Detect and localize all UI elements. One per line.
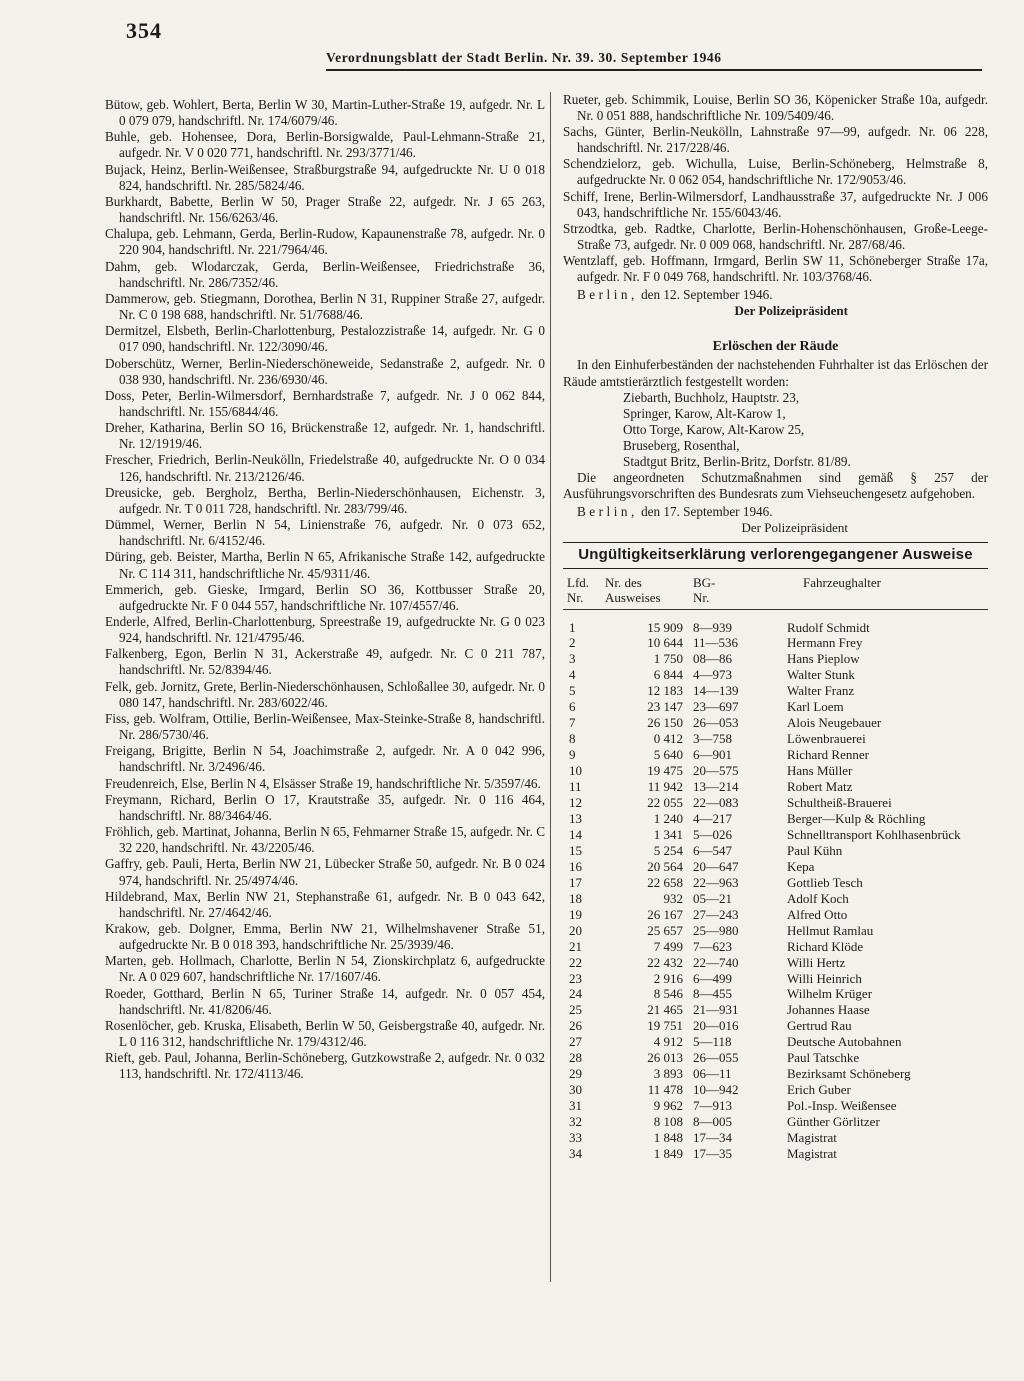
- cell-fahrzeughalter: Gottlieb Tesch: [787, 874, 863, 890]
- cell-lfd: 30: [569, 1082, 582, 1098]
- list-item: Emmerich, geb. Gieske, Irmgard, Berlin SO 36, Kottbusser Straße 20, aufgedruckte Nr. F 0 044 557, handschriftliche Nr. 107/4557/46.: [105, 581, 545, 613]
- cell-bg-nr: 10—942: [693, 1082, 739, 1098]
- cell-bg-nr: 7—913: [693, 1098, 732, 1114]
- list-item: Rosenlöcher, geb. Kruska, Elisabeth, Berlin W 50, Geisbergstraße 40, aufgedr. Nr. L 0 116 312, handschriftliche Nr. 179/4312/46.: [105, 1017, 545, 1050]
- cell-ausweis-nr: 2 916: [653, 970, 683, 986]
- cell-ausweis-nr: 1 750: [653, 651, 683, 667]
- cell-fahrzeughalter: Pol.-Insp. Weißensee: [787, 1098, 897, 1114]
- cell-lfd: 5: [569, 683, 576, 699]
- table-header-row: [563, 573, 988, 610]
- cell-fahrzeughalter: Erich Guber: [787, 1082, 851, 1098]
- cell-fahrzeughalter: Hermann Frey: [787, 635, 863, 651]
- list-item: Doss, Peter, Berlin-Wilmersdorf, Bernhardstraße 7, aufgedr. Nr. J 0 062 844, handschriftl. Nr. 155/6844/46.: [105, 387, 545, 419]
- cell-ausweis-nr: 10 644: [647, 635, 683, 651]
- cell-lfd: 16: [569, 858, 582, 874]
- cell-fahrzeughalter: Rudolf Schmidt: [787, 619, 870, 635]
- cell-lfd: 27: [569, 1034, 582, 1050]
- cell-bg-nr: 20—647: [693, 858, 739, 874]
- left-column-entries: [105, 97, 545, 1083]
- table-row: [563, 699, 988, 715]
- cell-fahrzeughalter: Richard Renner: [787, 747, 869, 763]
- raeude-address-list: [563, 390, 988, 470]
- address-item: Stadtgut Britz, Berlin-Britz, Dorfstr. 81/89.: [623, 453, 851, 469]
- table-row: [563, 827, 988, 843]
- cell-lfd: 20: [569, 922, 582, 938]
- list-item: Doberschütz, Werner, Berlin-Niederschöneweide, Sedanstraße 2, aufgedr. Nr. 0 038 930, handschriftl. Nr. 236/6930/46.: [105, 355, 545, 387]
- table-row: [563, 811, 988, 827]
- list-item: Hildebrand, Max, Berlin NW 21, Stephanstraße 61, aufgedr. Nr. B 0 043 642, handschriftl. Nr. 27/4642/46.: [105, 888, 545, 920]
- cell-ausweis-nr: 26 167: [647, 906, 683, 922]
- cell-ausweis-nr: 21 465: [647, 1002, 683, 1018]
- cell-ausweis-nr: 26 013: [647, 1050, 683, 1066]
- cell-fahrzeughalter: Schnelltransport Kohlhasenbrück: [787, 826, 961, 842]
- cell-lfd: 14: [569, 826, 582, 842]
- list-item: Freigang, Brigitte, Berlin N 54, Joachimstraße 2, aufgedr. Nr. A 0 042 996, handschriftl. Nr. 3/2496/46.: [105, 743, 545, 775]
- cell-bg-nr: 14—139: [693, 683, 739, 699]
- table-row: [563, 763, 988, 779]
- header-text: Lfd.: [567, 574, 590, 590]
- table-row: [563, 891, 988, 907]
- cell-bg-nr: 20—016: [693, 1018, 739, 1034]
- list-item: Roeder, Gotthard, Berlin N 65, Turiner Straße 14, aufgedr. Nr. 0 057 454, handschriftl. Nr. 41/8206/46.: [105, 985, 545, 1017]
- table-row: [563, 875, 988, 891]
- cell-ausweis-nr: 3 893: [653, 1066, 683, 1082]
- running-head: Verordnungsblatt der Stadt Berlin. Nr. 39. 30. September 1946: [326, 50, 982, 71]
- cell-fahrzeughalter: Wilhelm Krüger: [787, 986, 873, 1002]
- cell-fahrzeughalter: Robert Matz: [787, 779, 853, 795]
- cell-lfd: 1: [569, 619, 576, 635]
- list-item: Burkhardt, Babette, Berlin W 50, Prager Straße 22, aufgedr. Nr. J 65 263, handschriftl. Nr. 156/6263/46.: [105, 193, 545, 226]
- cell-ausweis-nr: 8 546: [653, 986, 683, 1002]
- cell-lfd: 32: [569, 1114, 582, 1130]
- list-item: Fröhlich, geb. Martinat, Johanna, Berlin N 65, Fehmarner Straße 15, aufgedr. Nr. C 32 220, handschriftl. Nr. 43/2205/46.: [105, 824, 545, 856]
- cell-bg-nr: 8—455: [693, 986, 732, 1002]
- dateline-place: Berlin,: [577, 287, 638, 303]
- cell-fahrzeughalter: Alfred Otto: [787, 906, 848, 922]
- table-row: [563, 683, 988, 699]
- cell-lfd: 7: [569, 715, 576, 731]
- column-divider: [550, 92, 551, 1282]
- list-item: Buhle, geb. Hohensee, Dora, Berlin-Borsigwalde, Paul-Lehmann-Straße 21, aufgedr. Nr. V 0 020 771, handschriftl. Nr. 293/3771/46.: [105, 129, 545, 161]
- list-item: Bujack, Heinz, Berlin-Weißensee, Straßburgstraße 94, aufgedruckte Nr. U 0 018 824, handschriftl. Nr. 285/5824/46.: [105, 161, 545, 193]
- dateline-2: [563, 504, 988, 520]
- list-item: Strzodtka, geb. Radtke, Charlotte, Berlin-Hohenschönhausen, Große-Leege-Straße 73, aufgedr. Nr. 0 009 068, handschriftl. Nr. 287/68/46.: [563, 220, 988, 252]
- list-item: Gaffry, geb. Pauli, Herta, Berlin NW 21, Lübecker Straße 50, aufgedr. Nr. B 0 024 974, handschriftl. Nr. 25/4974/46.: [105, 856, 545, 888]
- list-item: Bütow, geb. Wohlert, Berta, Berlin W 30, Martin-Luther-Straße 19, aufgedr. Nr. L 0 079 079, handschriftl. Nr. 174/6079/46.: [105, 97, 545, 129]
- cell-ausweis-nr: 1 341: [653, 826, 683, 842]
- cell-bg-nr: 08—86: [693, 651, 732, 667]
- cell-fahrzeughalter: Karl Loem: [787, 699, 844, 715]
- table-row: [563, 1034, 988, 1050]
- cell-fahrzeughalter: Hans Pieplow: [787, 651, 860, 667]
- cell-bg-nr: 22—740: [693, 954, 739, 970]
- cell-lfd: 25: [569, 1002, 582, 1018]
- cell-ausweis-nr: 12 183: [647, 683, 683, 699]
- cell-bg-nr: 11—536: [693, 635, 739, 651]
- cell-fahrzeughalter: Walter Franz: [787, 683, 855, 699]
- cell-bg-nr: 4—217: [693, 810, 732, 826]
- cell-ausweis-nr: 22 432: [647, 954, 683, 970]
- cell-ausweis-nr: 0 412: [653, 731, 683, 747]
- list-item: Schiff, Irene, Berlin-Wilmersdorf, Landhausstraße 37, aufgedruckte Nr. J 006 043, handschriftliche Nr. 155/6043/46.: [563, 188, 988, 220]
- table-row: [563, 1082, 988, 1098]
- ausweise-table: [563, 573, 988, 1162]
- header-text: Nr. des: [605, 574, 642, 590]
- right-column-entries: [563, 92, 988, 285]
- cell-bg-nr: 17—35: [693, 1145, 732, 1161]
- table-row: [563, 986, 988, 1002]
- address-item: Otto Torge, Karow, Alt-Karow 25,: [623, 421, 805, 437]
- list-item: Dammerow, geb. Stiegmann, Dorothea, Berlin N 31, Ruppiner Straße 27, aufgedr. Nr. C 0 198 688, handschriftl. Nr. 51/7688/46.: [105, 290, 545, 323]
- table-row: [563, 955, 988, 971]
- cell-fahrzeughalter: Günther Görlitzer: [787, 1114, 880, 1130]
- list-item: Chalupa, geb. Lehmann, Gerda, Berlin-Rudow, Kapaunenstraße 78, aufgedr. Nr. 0 220 904, handschriftl. Nr. 221/7964/46.: [105, 226, 545, 258]
- cell-bg-nr: 25—980: [693, 922, 739, 938]
- cell-fahrzeughalter: Adolf Koch: [787, 890, 849, 906]
- table-row: [563, 715, 988, 731]
- list-item: Krakow, geb. Dolgner, Emma, Berlin NW 21, Wilhelmshavener Straße 51, aufgedruckte Nr. B 0 018 393, handschriftliche Nr. 25/3939/46.: [105, 920, 545, 953]
- cell-fahrzeughalter: Magistrat: [787, 1130, 837, 1146]
- table-row: [563, 635, 988, 651]
- cell-bg-nr: 3—758: [693, 731, 732, 747]
- cell-bg-nr: 06—11: [693, 1066, 732, 1082]
- cell-bg-nr: 13—214: [693, 779, 739, 795]
- table-row: [563, 1018, 988, 1034]
- table-row: [563, 667, 988, 683]
- cell-bg-nr: 20—575: [693, 763, 739, 779]
- table-row: [563, 1050, 988, 1066]
- table-row: [563, 1066, 988, 1082]
- cell-ausweis-nr: 4 912: [653, 1034, 683, 1050]
- list-item: Frescher, Friedrich, Berlin-Neukölln, Friedelstraße 40, aufgedruckte Nr. O 0 034 126, handschriftl. Nr. 213/2126/46.: [105, 452, 545, 484]
- dateline-place: Berlin,: [577, 504, 638, 520]
- cell-fahrzeughalter: Berger—Kulp & Röchling: [787, 810, 926, 826]
- cell-ausweis-nr: 19 475: [647, 763, 683, 779]
- cell-ausweis-nr: 11 942: [647, 779, 683, 795]
- cell-fahrzeughalter: Richard Klöde: [787, 938, 864, 954]
- cell-bg-nr: 4—973: [693, 667, 732, 683]
- table-row: [563, 779, 988, 795]
- header-text: Nr.: [693, 589, 710, 605]
- cell-bg-nr: 26—055: [693, 1050, 739, 1066]
- header-text: Nr.: [567, 589, 584, 605]
- list-item: Dümmel, Werner, Berlin N 54, Linienstraße 76, aufgedr. Nr. 0 073 652, handschriftl. Nr. 6/4152/46.: [105, 517, 545, 549]
- cell-fahrzeughalter: Deutsche Autobahnen: [787, 1034, 902, 1050]
- table-row: [563, 1146, 988, 1162]
- cell-bg-nr: 17—34: [693, 1130, 732, 1146]
- cell-ausweis-nr: 15 909: [647, 619, 683, 635]
- list-item: Rieft, geb. Paul, Johanna, Berlin-Schöneberg, Gutzkowstraße 2, aufgedr. Nr. 0 032 113, handschriftl. Nr. 172/4113/46.: [105, 1050, 545, 1082]
- cell-fahrzeughalter: Löwenbrauerei: [787, 731, 866, 747]
- table-row: [563, 731, 988, 747]
- cell-lfd: 24: [569, 986, 582, 1002]
- table-row: [563, 859, 988, 875]
- cell-bg-nr: 7—623: [693, 938, 732, 954]
- header-bg-nr: [693, 573, 763, 610]
- cell-lfd: 18: [569, 890, 582, 906]
- cell-ausweis-nr: 22 658: [647, 874, 683, 890]
- cell-lfd: 11: [569, 779, 582, 795]
- dateline-1: [563, 287, 988, 303]
- cell-lfd: 22: [569, 954, 582, 970]
- dateline-date: den 17. September 1946.: [641, 504, 773, 520]
- header-lfd: [563, 573, 605, 610]
- cell-lfd: 4: [569, 667, 576, 683]
- cell-bg-nr: 23—697: [693, 699, 739, 715]
- cell-fahrzeughalter: Gertrud Rau: [787, 1018, 852, 1034]
- cell-fahrzeughalter: Schultheiß-Brauerei: [787, 795, 892, 811]
- cell-ausweis-nr: 6 844: [653, 667, 683, 683]
- cell-fahrzeughalter: Paul Tatschke: [787, 1050, 860, 1066]
- cell-fahrzeughalter: Willi Heinrich: [787, 970, 862, 986]
- dateline-date: den 12. September 1946.: [641, 287, 773, 303]
- cell-fahrzeughalter: Willi Hertz: [787, 954, 846, 970]
- table-row: [563, 609, 988, 635]
- header-fahrzeughalter: Fahrzeughalter: [763, 573, 988, 610]
- cell-ausweis-nr: 25 657: [647, 922, 683, 938]
- table-row: [563, 843, 988, 859]
- page-number: 354: [126, 18, 162, 43]
- cell-fahrzeughalter: Hans Müller: [787, 763, 853, 779]
- cell-bg-nr: 05—21: [693, 890, 732, 906]
- header-text: BG-: [693, 574, 716, 590]
- address-item: Bruseberg, Rosenthal,: [623, 437, 740, 453]
- cell-ausweis-nr: 11 478: [647, 1082, 683, 1098]
- list-item: Dahm, geb. Wlodarczak, Gerda, Berlin-Weißensee, Friedrichstraße 36, handschriftl. Nr. 286/7352/46.: [105, 258, 545, 290]
- cell-lfd: 31: [569, 1098, 582, 1114]
- table-row: [563, 1130, 988, 1146]
- cell-lfd: 19: [569, 906, 582, 922]
- cell-bg-nr: 27—243: [693, 906, 739, 922]
- cell-bg-nr: 21—931: [693, 1002, 739, 1018]
- list-item: Düring, geb. Beister, Martha, Berlin N 65, Afrikanische Straße 142, aufgedruckte Nr. C 114 311, handschriftliche Nr. 45/9311/46.: [105, 549, 545, 581]
- list-item: Sachs, Günter, Berlin-Neukölln, Lahnstraße 97—99, aufgedr. Nr. 06 228, handschriftl. Nr. 217/228/46.: [563, 124, 988, 156]
- cell-lfd: 2: [569, 635, 576, 651]
- cell-lfd: 15: [569, 842, 582, 858]
- table-row: [563, 747, 988, 763]
- list-item: Dermitzel, Elsbeth, Berlin-Charlottenburg, Pestalozzistraße 14, aufgedr. Nr. G 0 017 090, handschriftl. Nr. 122/3090/46.: [105, 323, 545, 355]
- cell-ausweis-nr: 932: [663, 890, 683, 906]
- signature-2: Der Polizeipräsident: [741, 520, 848, 536]
- cell-ausweis-nr: 19 751: [647, 1018, 683, 1034]
- table-row: [563, 923, 988, 939]
- cell-bg-nr: 6—901: [693, 747, 732, 763]
- table-row: [563, 651, 988, 667]
- cell-lfd: 21: [569, 938, 582, 954]
- list-item: Schendzielorz, geb. Wichulla, Luise, Berlin-Schöneberg, Helmstraße 8, aufgedruckte Nr. 0 062 054, handschriftliche Nr. 172/9053/46.: [563, 156, 988, 188]
- cell-ausweis-nr: 22 055: [647, 795, 683, 811]
- cell-lfd: 12: [569, 795, 582, 811]
- cell-lfd: 3: [569, 651, 576, 667]
- cell-bg-nr: 8—005: [693, 1114, 732, 1130]
- list-item: Felk, geb. Jornitz, Grete, Berlin-Niederschönhausen, Schloßallee 30, aufgedr. Nr. 0 080 147, handschriftl. Nr. 283/6022/46.: [105, 678, 545, 710]
- right-column: [563, 92, 988, 1162]
- cell-fahrzeughalter: Hellmut Ramlau: [787, 922, 874, 938]
- cell-ausweis-nr: 1 240: [653, 810, 683, 826]
- cell-lfd: 29: [569, 1066, 582, 1082]
- raeude-measures: Die angeordneten Schutzmaßnahmen sind gemäß § 257 der Ausführungsvorschriften des Bundesrats zum Viehseuchengesetz aufgehoben.: [563, 470, 988, 502]
- cell-lfd: 23: [569, 970, 582, 986]
- address-item: Ziebarth, Buchholz, Hauptstr. 23,: [623, 389, 800, 405]
- cell-ausweis-nr: 1 849: [653, 1145, 683, 1161]
- cell-lfd: 8: [569, 731, 576, 747]
- cell-ausweis-nr: 20 564: [647, 858, 683, 874]
- cell-ausweis-nr: 7 499: [653, 938, 683, 954]
- raeude-intro: In den Einhuferbeständen der nachstehenden Fuhrhalter ist das Erlöschen der Räude amtstierärztlich festgestellt worden:: [563, 357, 988, 389]
- cell-fahrzeughalter: Walter Stunk: [787, 667, 855, 683]
- cell-bg-nr: 8—939: [693, 619, 732, 635]
- cell-fahrzeughalter: Bezirksamt Schöneberg: [787, 1066, 911, 1082]
- cell-lfd: 10: [569, 763, 582, 779]
- cell-ausweis-nr: 9 962: [653, 1098, 683, 1114]
- cell-lfd: 26: [569, 1018, 582, 1034]
- cell-fahrzeughalter: Kepa: [787, 858, 815, 874]
- cell-lfd: 34: [569, 1145, 582, 1161]
- list-item: Freymann, Richard, Berlin O 17, Krautstraße 35, aufgedr. Nr. 0 116 464, handschriftl. Nr. 88/3464/46.: [105, 791, 545, 823]
- list-item: Fiss, geb. Wolfram, Ottilie, Berlin-Weißensee, Max-Steinke-Straße 8, handschriftl. Nr. 286/5730/46.: [105, 710, 545, 743]
- header-text: Ausweises: [605, 589, 661, 605]
- list-item: Dreher, Katharina, Berlin SO 16, Brückenstraße 12, aufgedr. Nr. 1, handschriftl. Nr. 12/1919/46.: [105, 420, 545, 452]
- table-row: [563, 1114, 988, 1130]
- cell-bg-nr: 22—083: [693, 795, 739, 811]
- cell-bg-nr: 5—026: [693, 826, 732, 842]
- table-row: [563, 971, 988, 987]
- list-item: Wentzlaff, geb. Hoffmann, Irmgard, Berlin SW 11, Schöneberger Straße 17a, aufgedr. Nr. F 0 049 768, handschriftl. Nr. 103/3768/46.: [563, 252, 988, 285]
- cell-ausweis-nr: 5 640: [653, 747, 683, 763]
- list-item: Rueter, geb. Schimmik, Louise, Berlin SO 36, Köpenicker Straße 10a, aufgedr. Nr. 0 051 888, handschriftliche Nr. 109/5409/46.: [563, 92, 988, 124]
- header-ausweis-nr: [605, 573, 693, 610]
- table-row: [563, 1002, 988, 1018]
- cell-bg-nr: 6—547: [693, 842, 732, 858]
- cell-bg-nr: 6—499: [693, 970, 732, 986]
- table-row: [563, 907, 988, 923]
- cell-bg-nr: 26—053: [693, 715, 739, 731]
- table-row: [563, 939, 988, 955]
- cell-lfd: 13: [569, 810, 582, 826]
- cell-ausweis-nr: 8 108: [653, 1114, 683, 1130]
- ausweise-table-body: [563, 609, 988, 1162]
- cell-ausweis-nr: 26 150: [647, 715, 683, 731]
- cell-bg-nr: 5—118: [693, 1034, 732, 1050]
- cell-ausweis-nr: 5 254: [653, 842, 683, 858]
- cell-ausweis-nr: 1 848: [653, 1130, 683, 1146]
- cell-lfd: 33: [569, 1130, 582, 1146]
- list-item: Marten, geb. Hollmach, Charlotte, Berlin N 54, Zionskirchplatz 6, aufgedruckte Nr. A 0 029 607, handschriftliche Nr. 17/1607/46.: [105, 953, 545, 985]
- cell-lfd: 17: [569, 874, 582, 890]
- section-rule: [563, 542, 988, 543]
- section-rule: [563, 568, 988, 569]
- cell-lfd: 9: [569, 747, 576, 763]
- cell-fahrzeughalter: Johannes Haase: [787, 1002, 870, 1018]
- list-item: Enderle, Alfred, Berlin-Charlottenburg, Spreestraße 19, aufgedruckte Nr. G 0 023 924, handschriftl. Nr. 121/4795/46.: [105, 614, 545, 646]
- signature-1: Der Polizeipräsident: [734, 303, 848, 319]
- table-row: [563, 795, 988, 811]
- list-item: Freudenreich, Else, Berlin N 4, Elsässer Straße 19, handschriftliche Nr. 5/3597/46.: [105, 775, 541, 791]
- table-row: [563, 1098, 988, 1114]
- cell-fahrzeughalter: Magistrat: [787, 1145, 837, 1161]
- cell-fahrzeughalter: Paul Kühn: [787, 842, 843, 858]
- cell-ausweis-nr: 23 147: [647, 699, 683, 715]
- address-item: Springer, Karow, Alt-Karow 1,: [623, 405, 786, 421]
- list-item: Falkenberg, Egon, Berlin N 31, Ackerstraße 49, aufgedr. Nr. C 0 211 787, handschriftl. Nr. 52/8394/46.: [105, 646, 545, 678]
- list-item: Dreusicke, geb. Bergholz, Bertha, Berlin-Niederschönhausen, Eichenstr. 3, aufgedr. Nr. T 0 011 728, handschriftl. Nr. 283/799/46.: [105, 484, 545, 516]
- cell-lfd: 6: [569, 699, 576, 715]
- ausweise-title: Ungültigkeitserklärung verlorengegangener Ausweise: [578, 546, 973, 564]
- cell-bg-nr: 22—963: [693, 874, 739, 890]
- cell-fahrzeughalter: Alois Neugebauer: [787, 715, 882, 731]
- raeude-title: Erlöschen der Räude: [712, 339, 839, 355]
- cell-lfd: 28: [569, 1050, 582, 1066]
